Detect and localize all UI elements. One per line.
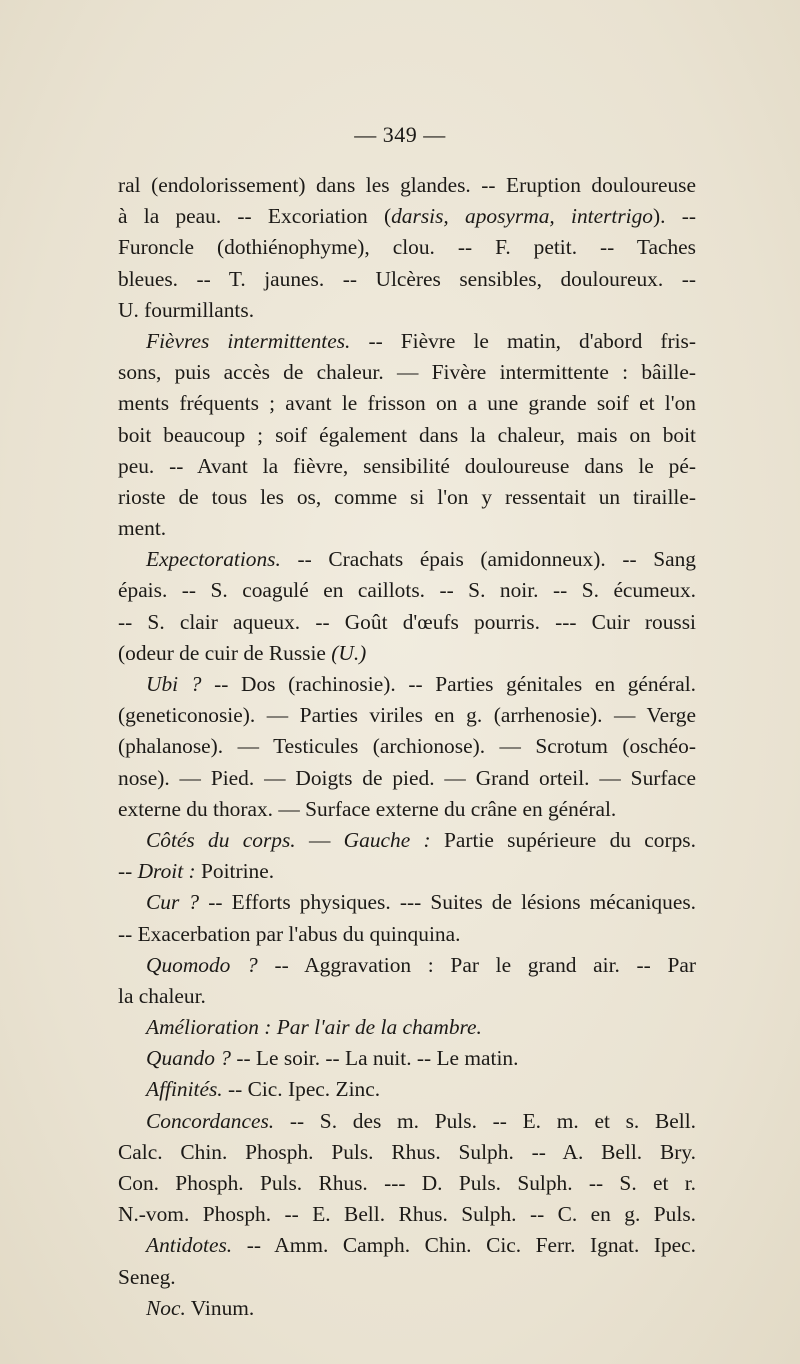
text-line: [118, 357, 696, 388]
text-line: [118, 607, 696, 638]
text-line: [118, 451, 696, 482]
text-run: sons, puis accès de chaleur. — Fivère intermittente : bâille-: [118, 360, 696, 385]
text-line: [118, 919, 696, 950]
text-run: -- Aggravation : Par le grand air. -- Par: [257, 952, 697, 977]
text-run: N.-vom. Phosph. -- E. Bell. Rhus. Sulph. -- C. en g. Puls.: [118, 1202, 696, 1227]
italic-text: Ubi ?: [146, 672, 202, 696]
text-run: -- Crachats épais (amidonneux). -- Sang: [280, 547, 696, 572]
text-line: [118, 232, 696, 263]
text-line: [118, 170, 696, 201]
text-run: Con. Phosph. Puls. Rhus. --- D. Puls. Sulph. -- S. et r.: [118, 1171, 696, 1195]
text-run: Furoncle (dothiénophyme), clou. -- F. petit. -- Taches: [118, 235, 696, 260]
text-line: [118, 420, 696, 451]
italic-text: Quomodo ?: [146, 952, 258, 977]
text-run: Poitrine.: [195, 859, 275, 884]
text-line: [118, 825, 696, 856]
text-run: ). --: [653, 204, 696, 229]
text-block: [118, 170, 696, 1324]
text-run: ments fréquents ; avant le frisson on a une grande soif et l'on: [118, 391, 696, 416]
text-run: bleues. -- T. jaunes. -- Ulcères sensibles, douloureux. --: [118, 266, 696, 291]
text-line: [118, 1012, 696, 1043]
italic-text: Quando ?: [146, 1046, 231, 1071]
text-run: Seneg.: [118, 1264, 176, 1289]
text-line: [118, 1074, 696, 1105]
text-run: (odeur de cuir de Russie: [118, 640, 332, 665]
text-run: rioste de tous les os, comme si l'on y ressentait un tiraille-: [118, 484, 696, 509]
text-line: [118, 638, 696, 669]
italic-text: Fièvres intermittentes.: [146, 328, 351, 353]
text-run: ment.: [118, 516, 167, 541]
text-run: -- S. des m. Puls. -- E. m. et s. Bell.: [274, 1108, 696, 1133]
italic-text: Droit :: [137, 859, 196, 884]
text-run: -- Efforts physiques. --- Suites de lésions mécaniques.: [199, 890, 696, 915]
text-line: [118, 482, 696, 513]
text-run: -- Exacerbation par l'abus du quinquina.: [118, 921, 461, 946]
text-run: (phalanose). — Testicules (archionose). — Scrotum (oschéo-: [118, 734, 696, 759]
text-line: [118, 1230, 696, 1261]
text-line: [118, 513, 696, 544]
text-run: la chaleur.: [118, 983, 206, 1008]
text-line: [118, 981, 696, 1012]
italic-text: Antidotes.: [146, 1233, 233, 1258]
page-number: — 349 —: [354, 122, 446, 147]
text-line: [118, 794, 696, 825]
italic-text: Cur ?: [146, 890, 200, 915]
text-line: [118, 264, 696, 295]
text-run: ral (endolorissement) dans les glandes. -- Eruption douloureuse: [118, 173, 696, 197]
text-run: -- S. clair aqueux. -- Goût d'œufs pourris. --- Cuir roussi: [118, 609, 696, 634]
text-run: Vinum.: [185, 1295, 255, 1320]
text-line: [118, 1043, 696, 1074]
text-run: Partie supérieure du corps.: [430, 827, 696, 852]
text-line: [118, 950, 696, 981]
text-line: [118, 731, 696, 762]
text-line: [118, 295, 696, 326]
text-run: --: [118, 859, 138, 884]
italic-text: (U.): [331, 640, 367, 665]
text-line: [118, 700, 696, 731]
text-run: boit beaucoup ; soif également dans la chaleur, mais on boit: [118, 422, 696, 447]
text-line: [118, 1137, 696, 1168]
text-run: à la peau. -- Excoriation (: [118, 204, 392, 229]
text-line: [118, 1199, 696, 1230]
italic-text: Amélioration : Par l'air de la chambre.: [146, 1015, 482, 1040]
italic-text: Concordances.: [146, 1108, 275, 1133]
text-line: [118, 887, 696, 918]
text-run: -- Cic. Ipec. Zinc.: [222, 1077, 381, 1102]
text-run: -- Dos (rachinosie). -- Parties génitales en général.: [201, 672, 696, 696]
text-line: [118, 669, 696, 700]
text-line: [118, 1262, 696, 1293]
text-line: [118, 326, 696, 357]
text-run: -- Fièvre le matin, d'abord fris-: [350, 328, 697, 353]
italic-text: Noc.: [146, 1295, 186, 1320]
text-line: [118, 544, 696, 575]
text-line: [118, 1168, 696, 1199]
italic-text: Gauche :: [343, 827, 431, 852]
text-run: -- Le soir. -- La nuit. -- Le matin.: [230, 1046, 519, 1071]
text-run: U. fourmillants.: [118, 297, 255, 322]
text-run: peu. -- Avant la fièvre, sensibilité douloureuse dans le pé-: [118, 453, 696, 478]
text-run: épais. -- S. coagulé en caillots. -- S. noir. -- S. écumeux.: [118, 578, 696, 603]
text-line: [118, 575, 696, 606]
text-run: nose). — Pied. — Doigts de pied. — Grand orteil. — Surface: [118, 765, 696, 790]
text-run: —: [295, 827, 344, 852]
italic-text: Côtés du corps.: [146, 827, 296, 852]
text-run: externe du thorax. — Surface externe du crâne en général.: [118, 796, 617, 821]
italic-text: Affinités.: [146, 1077, 223, 1102]
text-line: [118, 763, 696, 794]
text-line: [118, 1293, 696, 1324]
text-line: [118, 1106, 696, 1137]
text-run: -- Amm. Camph. Chin. Cic. Ferr. Ignat. Ipec.: [232, 1233, 696, 1258]
italic-text: darsis, aposyrma, intertrigo: [391, 204, 653, 229]
italic-text: Expectorations.: [146, 547, 281, 572]
text-run: Calc. Chin. Phosph. Puls. Rhus. Sulph. -- A. Bell. Bry.: [118, 1139, 696, 1164]
text-line: [118, 388, 696, 419]
text-line: [118, 201, 696, 232]
text-run: (geneticonosie). — Parties viriles en g. (arrhenosie). — Verge: [118, 703, 696, 728]
text-line: [118, 856, 696, 887]
